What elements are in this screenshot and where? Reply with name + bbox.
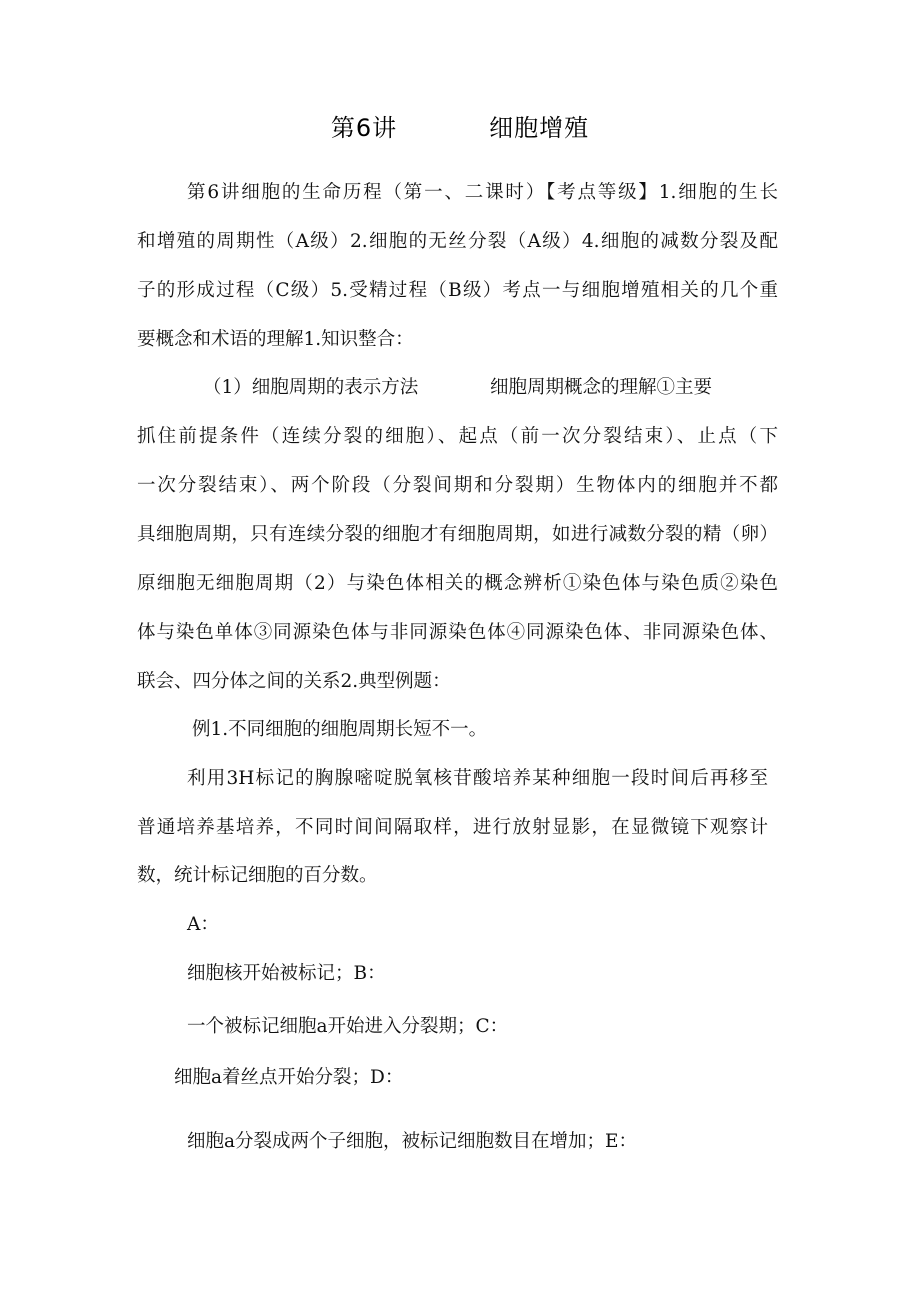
paragraph-2-line-2: 一次分裂结束）、两个阶段（分裂间期和分裂期）生物体内的细胞并不都: [137, 475, 778, 496]
paragraph-2-line-1: 抓住前提条件（连续分裂的细胞）、起点（前一次分裂结束）、止点（下: [137, 426, 778, 447]
paragraph-3-line-2: 普通培养基培养，不同时间间隔取样，进行放射显影，在显微镜下观察计: [137, 817, 768, 838]
option-c: 一个被标记细胞a开始进入分裂期；C：: [187, 1016, 509, 1037]
paragraph-1-line-1: 第6讲细胞的生命历程（第一、二课时）【考点等级】1.细胞的生长: [187, 182, 778, 203]
paragraph-2-heading-right: 细胞周期概念的理解①主要: [490, 377, 713, 398]
option-e: 细胞a分裂成两个子细胞，被标记细胞数目在增加；E：: [187, 1131, 638, 1152]
paragraph-3-line-3: 数，统计标记细胞的百分数。: [137, 865, 378, 886]
paragraph-1-line-2: 和增殖的周期性（A级）2.细胞的无丝分裂（A级）4.细胞的减数分裂及配: [137, 231, 778, 252]
paragraph-3-line-1: 利用3H标记的胸腺嘧啶脱氧核苷酸培养某种细胞一段时间后再移至: [187, 768, 768, 789]
paragraph-2-line-3: 具细胞周期，只有连续分裂的细胞才有细胞周期，如进行减数分裂的精（卵）: [137, 524, 778, 545]
paragraph-1-line-4: 要概念和术语的理解1.知识整合：: [137, 329, 414, 350]
paragraph-1-line-3: 子的形成过程（C级）5.受精过程（B级）考点一与细胞增殖相关的几个重: [137, 280, 778, 301]
example-heading: 例1.不同细胞的细胞周期长短不一。: [192, 719, 488, 740]
option-b: 细胞核开始被标记；B：: [187, 963, 386, 984]
paragraph-2-line-4: 原细胞无细胞周期（2）与染色体相关的概念辨析①染色体与染色质②染色: [137, 573, 778, 594]
option-d: 细胞a着丝点开始分裂；D：: [174, 1067, 404, 1088]
paragraph-2-line-5: 体与染色单体③同源染色体与非同源染色体④同源染色体、非同源染色体、: [137, 622, 778, 643]
title-lecture: 第6讲: [330, 114, 398, 142]
paragraph-2-heading-left: （1）细胞周期的表示方法: [203, 377, 419, 398]
option-a: A：: [187, 914, 219, 935]
paragraph-2-line-6: 联会、四分体之间的关系2.典型例题：: [137, 671, 451, 692]
title-topic: 细胞增殖: [489, 114, 590, 142]
page-title: [0, 108, 920, 143]
